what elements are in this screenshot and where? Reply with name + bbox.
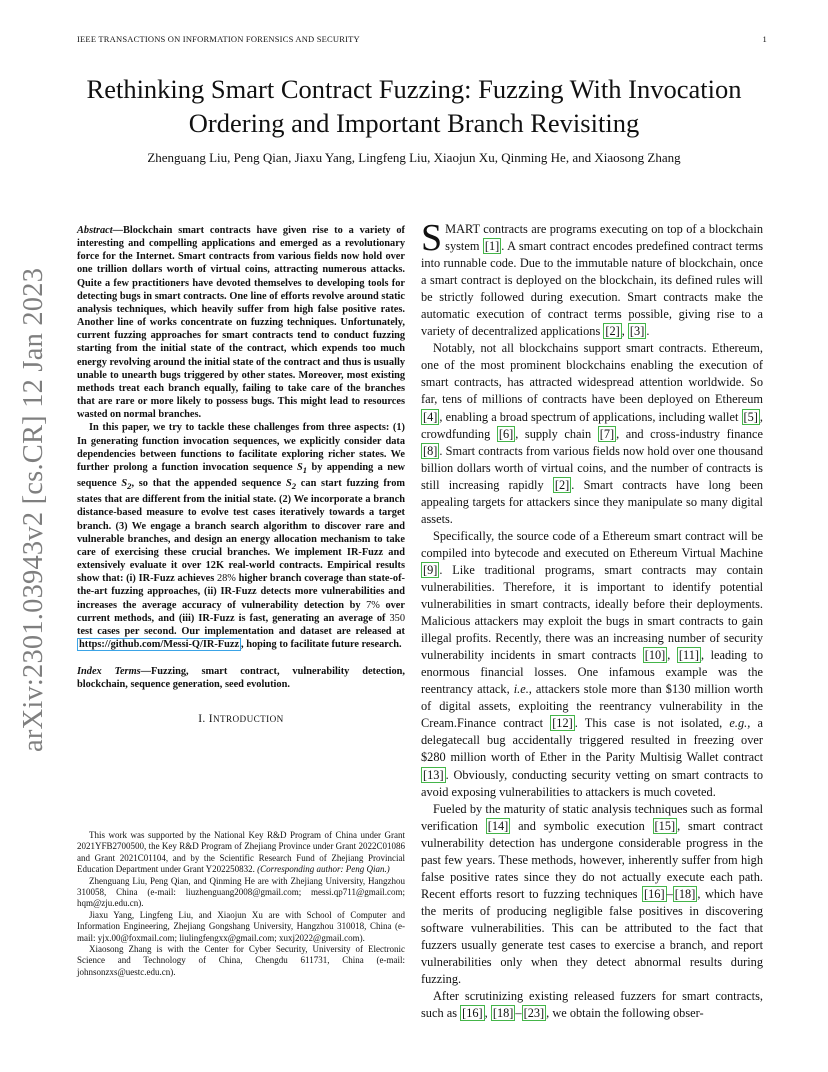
citation-link[interactable]: [10]	[644, 648, 666, 663]
body-text: . A smart contract encodes predefined contract terms into runnable code. Due to the immutable nature of blockchain, once a smart contract is deployed on the blockchain, its defined rules will be strictly followed during execution. Smart contracts make the automatic execution of contract terms possible, giving rise to a variety of decentralized applications	[421, 239, 763, 339]
body-text: After scrutinizing existing released fuzzers for smart contracts, such as	[421, 989, 763, 1021]
citation-link[interactable]: [5]	[743, 409, 758, 424]
citation-link[interactable]: [7]	[599, 426, 615, 441]
footnote-corresponding: (Corresponding author: Peng Qian.)	[257, 864, 390, 875]
citation-link[interactable]: [2]	[605, 324, 620, 339]
abstract-text-2d: can start fuzzing from states that are different from the initial state. (2) We incorporate a branch distance-based measure to evolve test cases iteratively towards a target branch. (3) We engage a branch search algorithm to discover rare and vulnerable branches, and design an energy allocation mechanism to take care of exercising these crucial branches. We implement IR-Fuzz and extensively evaluate it over 12K real-world contracts. Empirical results show that: (i) IR-Fuzz achieves	[77, 478, 406, 585]
paper-title	[60, 72, 768, 140]
footnote-affiliation-uestc: Xiaosong Zhang is with the Center for Cyber Security, University of Electronic Science and Technology of China, Chengdu 611731, China (e-mail: johnsonzxs@uestc.edu.cn).	[77, 944, 405, 977]
running-header	[77, 34, 767, 44]
stat-coverage: 28%	[216, 573, 236, 585]
repo-link[interactable]: https://github.com/Messi-Q/IR-Fuzz	[79, 638, 240, 650]
citation-link[interactable]: [4]	[423, 409, 438, 424]
abstract-paragraph-2	[77, 421, 405, 651]
body-text: .	[646, 324, 650, 339]
math-s2-letter: S	[121, 478, 128, 490]
body-text: ,	[621, 324, 628, 339]
body-text: –	[666, 886, 673, 901]
math-s1-sub: 1	[302, 464, 308, 475]
right-column-body	[421, 217, 764, 1022]
body-paragraph-4	[421, 801, 763, 989]
body-text: Fueled by the maturity of static analysis techniques such as formal verification	[421, 801, 763, 833]
citation-link[interactable]: [1]	[484, 239, 500, 254]
math-s2-again	[286, 478, 297, 492]
body-text: MART contracts are programs executing on top of a blockchain system	[445, 222, 763, 254]
abstract-text-2e: higher branch coverage than state-of-the-art fuzzing approaches, (ii) IR-Fuzz detects more vulnerabilities and increases the average accuracy of vulnerability detection by	[77, 573, 405, 611]
citation-link[interactable]: [13]	[423, 767, 444, 782]
abstract-text-2g: test cases per second. Our implementation and dataset are released at	[77, 625, 405, 637]
index-dash: —	[140, 666, 151, 678]
citation-link[interactable]: [14]	[487, 818, 509, 833]
abstract-text-1: Blockchain smart contracts have given rise to a variety of interesting and compelling applications and emerged as a revolutionary force for the Internet. Smart contracts from various fields now hold over one trillion dollars worth of virtual coins, attracting numerous attacks. Quite a few practitioners have devoted themselves to developing tools for detecting bugs in smart contracts. One line of efforts revolve around static analysis techniques, which heavily suffer from high false positive rates. Another line of works concentrate on fuzzing techniques. Unfortunately, current fuzzing approaches for smart contracts tend to conduct fuzzing starting from the initial state of the contract, which expends too much energy revolving around the initial state of the contract and thus is usually unable to unearth bugs triggered by other states. Moreover, most existing methods treat each branch equally, failing to take care of the branches that are rare or more likely to possess bugs. This might lead to resources wasted on normal branches.	[77, 225, 405, 421]
math-s2b-letter: S	[286, 478, 292, 490]
citation-link[interactable]: [18]	[492, 1006, 514, 1021]
body-text: . Obviously, conducting security vetting on smart contracts to avoid exposing vulnerabilities to attackers is much coveted.	[421, 767, 763, 799]
citation-link[interactable]: [16]	[462, 1006, 483, 1021]
math-s1	[297, 462, 307, 473]
citation-link[interactable]: [2]	[554, 477, 570, 492]
math-s2	[121, 478, 132, 492]
abstract	[77, 224, 405, 651]
body-text: . Like traditional programs, smart contracts may contain vulnerabilities. Therefore, it is important to identify potential vulnerabilities in smart contracts, ideally before their deployments. Malicious attackers may exploit the bugs in smart contracts to gain illegal profits. Recently, there was an increasing number of security vulnerability incidents in smart contracts	[421, 562, 763, 663]
citation-link[interactable]: [12]	[552, 716, 573, 731]
body-paragraph-5	[421, 988, 763, 1022]
section-first-letter: I	[208, 713, 213, 726]
citation-link[interactable]: [6]	[498, 426, 514, 441]
footnote-affiliation-zju: Zhenguang Liu, Peng Qian, and Qinming He are with Zhejiang University, Hangzhou 310058, China (e-mail: liuzhenguang2008@gmail.com; messi.qp711@gmail.com; hqm@zju.edu.cn).	[77, 875, 405, 909]
body-text-italic: e.g.,	[729, 716, 751, 731]
citation-link[interactable]: [18]	[674, 886, 696, 901]
citation-link[interactable]: [23]	[523, 1006, 545, 1021]
footnotes	[77, 830, 405, 978]
drop-cap: S	[421, 217, 443, 259]
body-text: , leading to enormous financial losses. One infamous example was the reentrancy attack,	[421, 648, 763, 697]
body-text-italic: i.e.,	[513, 682, 532, 697]
citation-link[interactable]: [8]	[423, 443, 438, 458]
left-column	[77, 224, 405, 725]
body-text: Notably, not all blockchains support smart contracts. Ethereum, one of the most prominent blockchains enabling the execution of smart contracts, has attracted widespread attention worldwide. So far, tens of millions of contracts have been deployed on Ethereum	[421, 341, 763, 407]
author-list: Zhenguang Liu, Peng Qian, Jiaxu Yang, Lingfeng Liu, Xiaojun Xu, Qinming He, and Xiaosong Zhang	[147, 150, 681, 165]
abstract-text-2b: by appending a new sequence	[77, 461, 406, 490]
abstract-text-2f: over current methods, and (iii) IR-Fuzz is fast, generating an average of	[77, 599, 405, 624]
body-text: , and cross-industry finance	[616, 426, 763, 441]
citation-link[interactable]: [3]	[629, 324, 645, 339]
body-text: and symbolic execution	[510, 818, 653, 833]
citation-link[interactable]: [9]	[423, 562, 438, 577]
journal-name: IEEE TRANSACTIONS ON INFORMATION FORENSICS AND SECURITY	[77, 34, 360, 44]
title-line-1: Rethinking Smart Contract Fuzzing: Fuzzing With Invocation	[86, 74, 742, 104]
body-text: ,	[667, 648, 677, 663]
body-text: ,	[484, 1006, 491, 1021]
abstract-text-2c: , so that the appended sequence	[131, 478, 286, 490]
section-heading-introduction	[77, 713, 405, 725]
abstract-paragraph-1	[77, 224, 405, 421]
section-title-rest: NTRODUCTION	[212, 714, 284, 725]
em-dash: —	[112, 225, 123, 236]
body-text: a delegatecall bug accidentally triggered resulted in freezing over $280 million worth of Ether in the Parity Multisig Wallet contract	[421, 716, 763, 765]
body-text: . Smart contracts from various fields now hold over one thousand billion dollars worth of virtual coins, and the number of contracts is still increasing rapidly	[421, 443, 763, 492]
math-s2-sub: 2	[127, 481, 132, 492]
body-text: . Smart contracts have long been appealing targets for attackers since they manipulate so many digital assets.	[421, 477, 764, 526]
footnote-affiliation-zjgsu: Jiaxu Yang, Lingfeng Liu, and Xiaojun Xu are with School of Computer and Information Engineering, Zhejiang Gongshang University, Hangzhou 310018, China (e-mail: yjx.00@foxmail.com; liulingfengxx@gmail.com; xuxj2022@gmail.com).	[77, 909, 405, 943]
body-text: attackers stole more than $130 million worth of digital assets, exploiting the reentrancy vulnerability in the Cream.Finance contract	[421, 682, 763, 731]
section-number: I.	[198, 713, 206, 726]
index-terms-text: Fuzzing, smart contract, vulnerability detection, blockchain, sequence generation, seed evolution.	[77, 666, 405, 691]
body-paragraph-1	[421, 217, 763, 340]
title-line-2: Ordering and Important Branch Revisiting	[188, 108, 640, 138]
math-s2b-sub: 2	[291, 481, 297, 492]
body-paragraph-3	[421, 528, 763, 801]
body-text: , crowdfunding	[421, 409, 763, 441]
arxiv-stamp: arXiv:2301.03943v2 [cs.CR] 12 Jan 2023	[18, 267, 49, 752]
citation-link[interactable]: [16]	[644, 886, 665, 901]
citation-link[interactable]: [11]	[678, 648, 699, 663]
body-text: Specifically, the source code of a Ethereum smart contract will be compiled into bytecode and executed on Ethereum Virtual Machine	[421, 528, 763, 560]
body-text: , supply chain	[515, 426, 598, 441]
math-s1-letter: S	[297, 461, 303, 473]
index-terms-label: Index Terms	[77, 666, 141, 678]
page-number: 1	[762, 34, 767, 44]
stat-accuracy: 7%	[366, 599, 380, 611]
abstract-text-2h: , hoping to facilitate future research.	[241, 638, 402, 650]
body-text: , we obtain the following obser-	[546, 1006, 704, 1021]
body-text: . This case is not isolated,	[574, 716, 730, 731]
body-text: , which have the merits of producing negligible false positives in discovering software vulnerabilities. This can be attributed to the fact that fuzzers usually generate test cases to exercise a branch, and report vulnerabilities only when they detect abnormal results during fuzzing.	[421, 886, 763, 987]
body-text: , enabling a broad spectrum of applications, including wallet	[439, 409, 742, 424]
body-text: –	[515, 1006, 522, 1021]
abstract-text-2a: In this paper, we try to tackle these challenges from three aspects: (1) In generating function invocation sequences, we explicitly consider data dependencies between functions to facilitate exploring richer states. We further prolong a function invocation sequence	[77, 422, 405, 473]
footnote-funding-text: This work was supported by the National Key R&D Program of China under Grant 2021YFB2700500, the Key R&D Program of Zhejiang Province under Grant 2022C01086 and Grant 2021C01104, and by the Scientific Research Fund of Zhejiang Provincial Education Department under Grant Y202250832.	[77, 830, 405, 875]
body-paragraph-2	[421, 340, 763, 528]
abstract-label: Abstract	[77, 225, 113, 236]
footnote-funding	[77, 830, 405, 876]
index-terms	[77, 665, 405, 691]
citation-link[interactable]: [15]	[654, 818, 676, 833]
stat-speed: 350	[389, 612, 405, 624]
body-text: , smart contract vulnerability detection has undergone considerable progress in the past few years. These methods, however, inherently suffer from high false positive rates since they do not actually execute each path. Recent efforts resort to fuzzing techniques	[421, 818, 763, 901]
